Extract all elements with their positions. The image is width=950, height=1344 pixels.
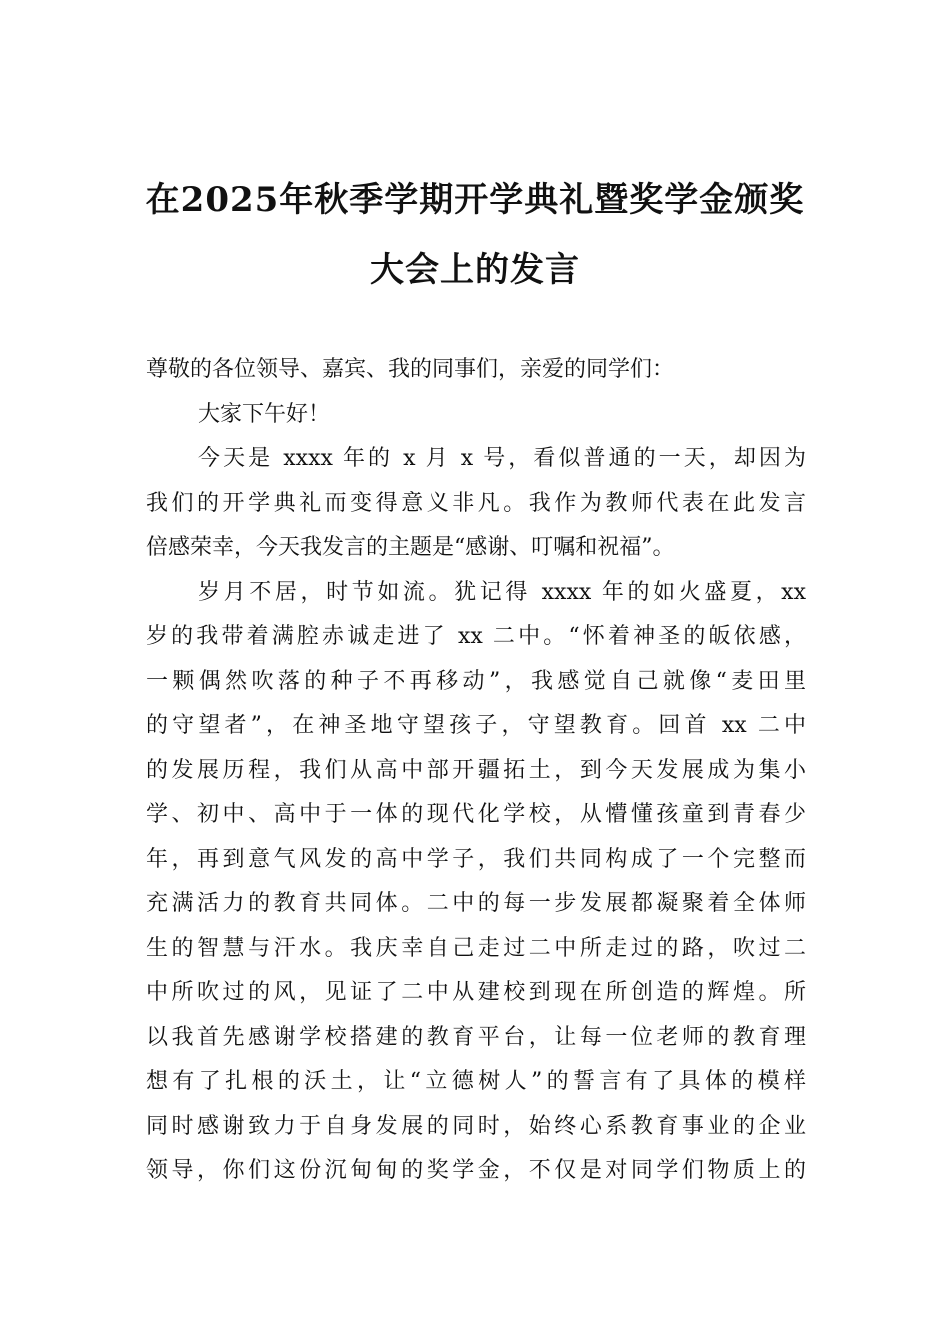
- body-text-line: 的守望者”，在神圣地守望孩子，守望教育。回首 xx 二中: [146, 713, 806, 738]
- body-text-line: 倍感荣幸，今天我发言的主题是“感谢、叮嘱和祝福”。: [146, 535, 675, 560]
- body-text-line: 以我首先感谢学校搭建的教育平台，让每一位老师的教育理: [146, 1024, 806, 1050]
- body-text-line: 的发展历程，我们从高中部开疆拓土，到今天发展成为集小: [146, 757, 806, 783]
- document-title-line-2: 大会上的发言: [370, 250, 580, 290]
- document-title-line-1: 在2025年秋季学期开学典礼暨奖学金颁奖: [145, 180, 805, 220]
- body-text-line: 尊敬的各位领导、嘉宾、我的同事们，亲爱的同学们：: [146, 357, 675, 382]
- body-text-line: 大家下午好！: [198, 401, 331, 427]
- body-text-line: 一颗偶然吹落的种子不再移动”，我感觉自己就像“麦田里: [146, 668, 806, 694]
- body-text-line: 领导，你们这份沉甸甸的奖学金，不仅是对同学们物质上的: [146, 1158, 806, 1183]
- body-text-line: 学、初中、高中于一体的现代化学校，从懵懂孩童到青春少: [146, 802, 806, 827]
- body-text-line: 想有了扎根的沃土，让“立德树人”的誓言有了具体的模样: [146, 1069, 806, 1094]
- body-text-line: 我们的开学典礼而变得意义非凡。我作为教师代表在此发言: [146, 490, 806, 516]
- body-text-line: 年，再到意气风发的高中学子，我们共同构成了一个完整而: [146, 846, 806, 872]
- body-text-line: 岁的我带着满腔赤诚走进了 xx 二中。“怀着神圣的皈依感，: [146, 624, 806, 649]
- body-text-line: 岁月不居，时节如流。犹记得 xxxx 年的如火盛夏，xx: [198, 579, 806, 605]
- document-body: [146, 352, 806, 1198]
- body-text-line: 充满活力的教育共同体。二中的每一步发展都凝聚着全体师: [146, 891, 806, 916]
- body-text-line: 中所吹过的风，见证了二中从建校到现在所创造的辉煌。所: [146, 980, 806, 1005]
- body-text-line: 今天是 xxxx 年的 x 月 x 号，看似普通的一天，却因为: [198, 446, 806, 471]
- body-text-line: 生的智慧与汗水。我庆幸自己走过二中所走过的路，吹过二: [146, 935, 806, 961]
- body-text-line: 同时感谢致力于自身发展的同时，始终心系教育事业的企业: [146, 1113, 806, 1139]
